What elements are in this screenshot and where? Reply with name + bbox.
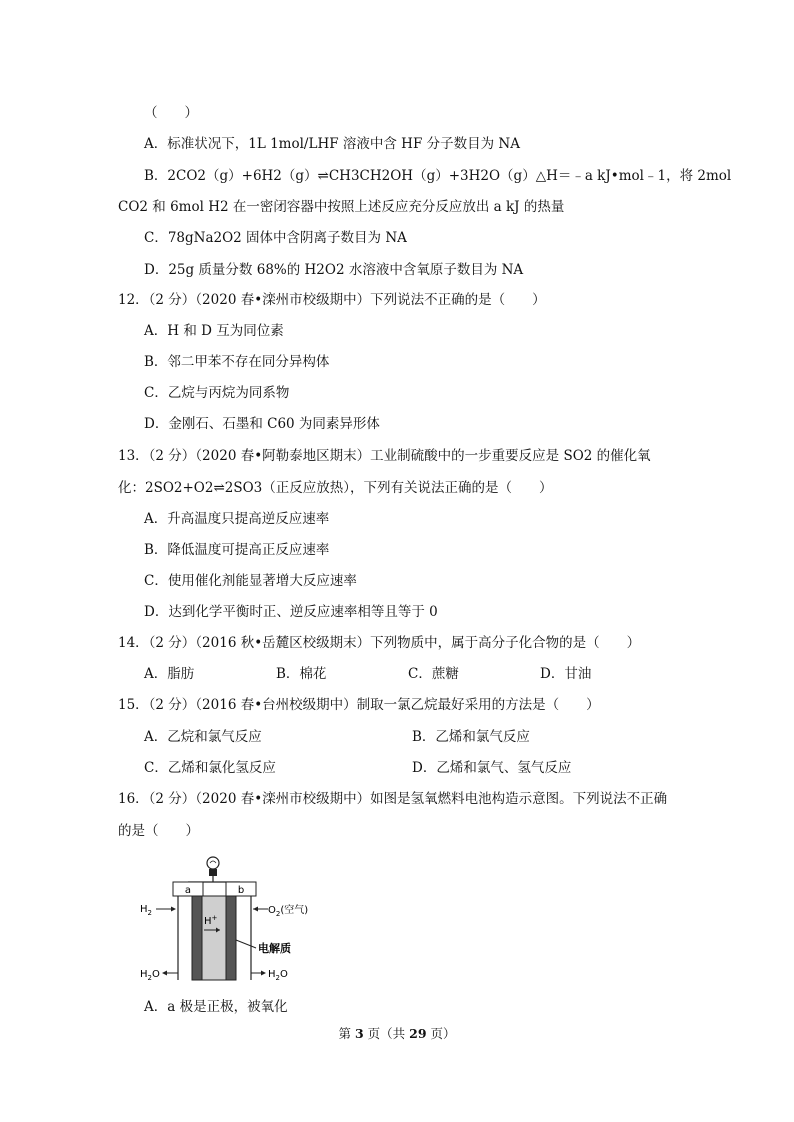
q13-stem-line2: 化：2SO2+O2⇌2SO3（正反应放热），下列有关说法正确的是（ ） xyxy=(118,480,553,496)
h2o-left-label: $H_2O$ xyxy=(140,969,160,982)
q11-option-d: D．25g 质量分数 68%的 H2O2 水溶液中含氧原子数目为 NA xyxy=(144,262,524,278)
q16-stem-line2: 的是（ ） xyxy=(118,823,199,839)
q16-stem-line1: 16．（2 分）（2020 春•滦州市校级期中）如图是氢氧燃料电池构造示意图。下列说法不正确 xyxy=(118,791,668,807)
cathode-plate xyxy=(226,896,236,980)
footer-middle: 页（共 xyxy=(363,1026,410,1041)
electrolyte-label: 电解质 xyxy=(258,942,291,955)
q13-option-b: B．降低温度可提高正反应速率 xyxy=(144,542,330,558)
q14-stem: 14．（2 分）（2016 秋•岳麓区校级期末）下列物质中，属于高分子化合物的是（ ） xyxy=(118,635,641,651)
electrolyte-region xyxy=(202,896,226,980)
q11-bracket: （ ） xyxy=(144,105,198,121)
q12-option-a: A．H 和 D 互为同位素 xyxy=(144,323,284,339)
q14-options xyxy=(144,665,591,683)
q15-stem: 15．（2 分）（2016 春•台州校级期中）制取一氯乙烷最好采用的方法是（ ） xyxy=(118,697,600,713)
q15-options-row2 xyxy=(144,759,571,777)
q12-option-c: C．乙烷与丙烷为同系物 xyxy=(144,385,290,401)
q11-option-b-line2: CO2 和 6mol H2 在一密闭容器中按照上述反应充分反应放出 a kJ 的热量 xyxy=(118,199,565,215)
q11-option-a: A．标准状况下，1L 1mol/LHF 溶液中含 HF 分子数目为 NA xyxy=(144,136,520,152)
q15-option-d: D．乙烯和氯气、氢气反应 xyxy=(412,760,572,776)
h2o-right-label: $H_2O$ xyxy=(268,969,288,982)
q13-option-d: D．达到化学平衡时正、逆反应速率相等且等于 0 xyxy=(144,604,438,620)
fuel-cell-diagram xyxy=(140,852,320,992)
footer-prefix: 第 xyxy=(338,1026,355,1041)
q15-option-c: C．乙烯和氯化氢反应 xyxy=(144,760,276,776)
q13-stem-line1: 13．（2 分）（2020 春•阿勒泰地区期末）工业制硫酸中的一步重要反应是 SO2 的催化氧 xyxy=(118,448,651,464)
q14-option-d: D．甘油 xyxy=(540,666,592,682)
q15-option-a: A．乙烷和氯气反应 xyxy=(144,729,262,745)
h2-inlet-label: $H_2$ xyxy=(140,904,152,917)
footer-page-number: 3 xyxy=(354,1026,364,1041)
q11-option-c: C．78gNa2O2 固体中含阴离子数目为 NA xyxy=(144,230,407,246)
q16-option-a: A．a 极是正极，被氧化 xyxy=(144,999,288,1015)
q14-option-b: B．棉花 xyxy=(276,666,327,682)
q12-option-b: B．邻二甲苯不存在同分异构体 xyxy=(144,354,330,370)
q14-option-a: A．脂肪 xyxy=(144,666,195,682)
q12-stem: 12．（2 分）（2020 春•滦州市校级期中）下列说法不正确的是（ ） xyxy=(118,292,546,308)
bulb-icon xyxy=(207,857,219,882)
h-plus-label: H+ xyxy=(204,914,218,927)
q11-option-b-line1: B．2CO2（g）+6H2（g）⇌CH3CH2OH（g）+3H2O（g）△H＝﹣a kJ•mol﹣1，将 2mol xyxy=(144,168,732,184)
footer-suffix: 页） xyxy=(426,1026,456,1041)
electrode-b-label: b xyxy=(237,885,245,896)
q12-option-d: D．金刚石、石墨和 C60 为同素异形体 xyxy=(144,416,380,432)
anode-plate xyxy=(192,896,202,980)
footer-total-pages: 29 xyxy=(409,1026,427,1041)
page-footer xyxy=(0,1024,794,1042)
q13-option-a: A．升高温度只提高逆反应速率 xyxy=(144,511,330,527)
q15-options-row1 xyxy=(144,728,530,746)
q13-option-c: C．使用催化剂能显著增大反应速率 xyxy=(144,573,357,589)
q15-option-b: B．乙烯和氯气反应 xyxy=(412,729,530,745)
o2-inlet-label: $O_2$(空气) xyxy=(268,905,309,918)
q14-option-c: C．蔗糖 xyxy=(408,666,459,682)
electrode-a-label: a xyxy=(184,885,192,896)
